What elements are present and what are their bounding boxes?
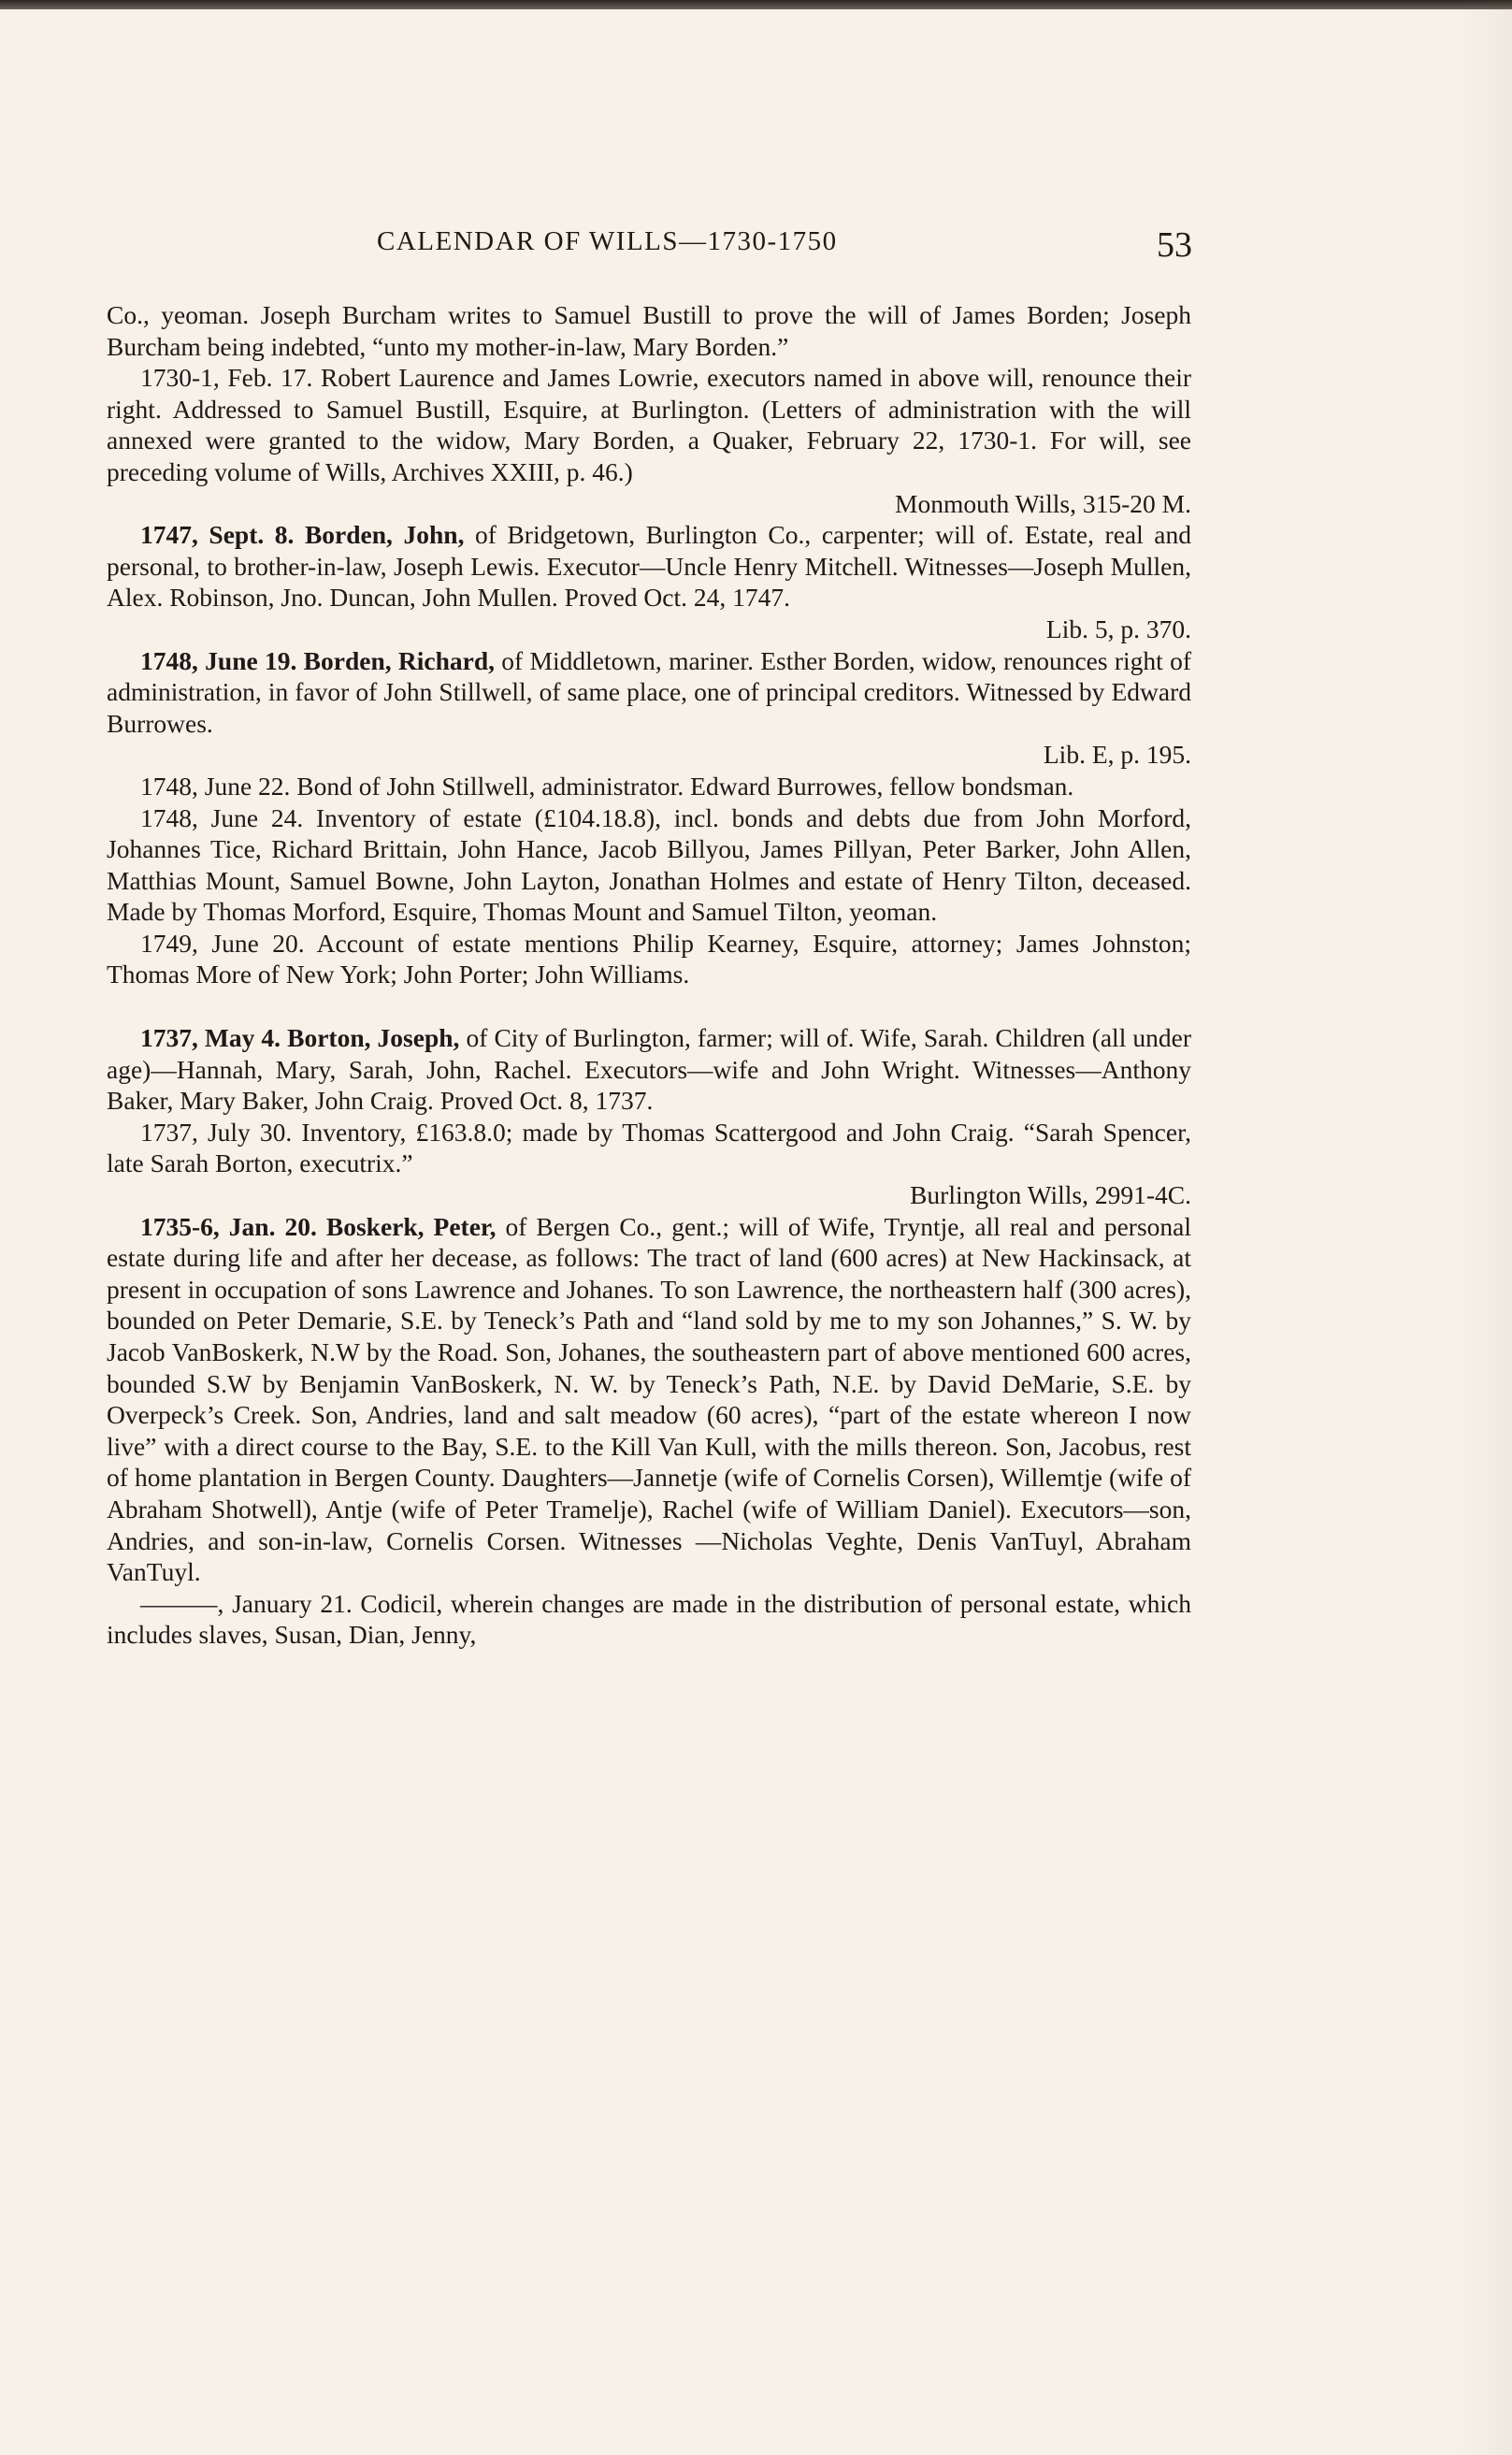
entry-paragraph: 1748, June 22. Bond of John Stillwell, administrator. Edward Burrowes, fellow bondsman. — [140, 771, 1074, 801]
page-number: 53 — [1157, 225, 1192, 265]
entry-paragraph: 1749, June 20. Account of estate mentions Philip Kearney, Esquire, attorney; James Johnston; Thomas More of New York; John Porter; John Williams. — [107, 928, 1191, 989]
entry-reference: Monmouth Wills, 315-20 M. — [895, 488, 1191, 518]
entry-paragraph: ———, January 21. Codicil, wherein changes are made in the distribution of personal estate, which includes slaves, Susan, Dian, Jenny, — [107, 1588, 1191, 1650]
entry-date: 1735-6, Jan. 20. — [140, 1211, 317, 1241]
entry-paragraph — [107, 362, 1191, 487]
entry-paragraph: 1748, June 24. Inventory of estate (£104.18.8), incl. bonds and debts due from John Morford, Johannes Tice, Richard Brittain, John Hance, Jacob Billyou, James Pillyan, Peter Barker, John Allen, Matthias Mount, Samuel Bowne, John Layton, Jonathan Holmes and estate of Henry Tilton, deceased. Made by Thomas Morford, Esquire, Thomas Mount and Samuel Tilton, yeoman. — [107, 802, 1191, 927]
entry-text: of Bridgetown, Burlington Co., carpenter; will of. Estate, real and personal, to brother-in-law, Joseph Lewis. Executor—Uncle Henry Mitchell. Witnesses—Joseph Mullen, Alex. Robinson, Jno. Duncan, John Mullen. Proved Oct. 24, 1747. — [107, 520, 1192, 613]
text-column — [107, 299, 1191, 1651]
entry-name: Borton, Joseph, — [287, 1023, 460, 1053]
entry-reference: Lib. 5, p. 370. — [1045, 614, 1191, 643]
running-title: CALENDAR OF WILLS—1730-1750 — [377, 226, 838, 256]
entry-heading-paragraph — [107, 519, 1191, 614]
entry-heading-paragraph — [107, 1211, 1191, 1588]
entry-paragraph: 1737, July 30. Inventory, £163.8.0; made by Thomas Scattergood and John Craig. “Sarah Spencer, late Sarah Borton, executrix.” — [107, 1117, 1191, 1178]
entry-text: Robert Laurence and James Lowrie, executors named in above will, renounce their right. Addressed to Samuel Bustill, Esquire, at Burlington. (Letters of administration with the will annexed were granted to the widow, Mary Borden, a Quaker, February 22, 1730-1. For will, see preceding volume of Wills, Archives XXIII, p. 46.) — [107, 363, 1191, 486]
section-gap — [107, 990, 1191, 1022]
entry-date: 1737, May 4. — [140, 1023, 281, 1053]
entry-heading-paragraph — [107, 1022, 1191, 1117]
entry-name: Borden, Richard, — [303, 645, 496, 675]
entry-reference: Burlington Wills, 2991-4C. — [910, 1180, 1191, 1210]
entry-name: Boskerk, Peter, — [325, 1211, 497, 1241]
entry-reference: Lib. E, p. 195. — [1043, 740, 1191, 770]
entry-continuation: Co., yeoman. Joseph Burcham writes to Samuel Bustill to prove the will of James Borden; Joseph Burcham being indebted, “unto my mother-in-law, Mary Borden.” — [107, 300, 1191, 361]
entry-date: 1730-1, Feb. 17. — [140, 363, 313, 393]
running-head — [112, 221, 1192, 269]
entry-text: of City of Burlington, farmer; will of. Wife, Sarah. Children (all under age)—Hannah, Mary, Sarah, John, Rachel. Executors—wife and John Wright. Witnesses—Anthony Baker, Mary Baker, John Craig. Proved Oct. 8, 1737. — [107, 1023, 1192, 1116]
page-top-edge — [0, 0, 1512, 9]
entry-date: 1747, Sept. 8. — [140, 520, 295, 550]
page-edge-shadow — [1456, 0, 1512, 2455]
entry-text: of Bergen Co., gent.; will of Wife, Tryntje, all real and personal estate during life and after her decease, as follows: The tract of land (600 acres) at New Hackinsack, at present in occupation of sons Lawrence and Johanes. To son Lawrence, the northeastern half (300 acres), bounded on Peter Demarie, S.E. by Teneck’s Path and “land sold by me to my son Johannes,” S. W. by Jacob VanBoskerk, N.W by the Road. Son, Johanes, the southeastern part of above mentioned 600 acres, bounded S.W by Benjamin VanBoskerk, N. W. by Teneck’s Path, N.E. by David DeMarie, S.E. by Overpeck’s Creek. Son, Andries, land and salt meadow (60 acres), “part of the estate whereon I now live” with a direct course to the Bay, S.E. to the Kill Van Kull, with the mills thereon. Son, Jacobus, rest of home plantation in Bergen County. Daughters—Jannetje (wife of Cornelis Corsen), Willemtje (wife of Abraham Shotwell), Antje (wife of Peter Tramelje), Rachel (wife of William Daniel). Executors—son, Andries, and son-in-law, Cornelis Corsen. Witnesses —Nicholas Veghte, Denis VanTuyl, Abraham VanTuyl. — [107, 1211, 1192, 1587]
entry-date: 1748, June 19. — [140, 645, 297, 675]
entry-heading-paragraph — [107, 645, 1191, 740]
entry-text: of Middletown, mariner. Esther Borden, widow, renounces right of administration, in favor of John Stillwell, of same place, one of principal creditors. Witnessed by Edward Burrowes. — [107, 645, 1191, 738]
entry-name: Borden, John, — [304, 520, 465, 550]
